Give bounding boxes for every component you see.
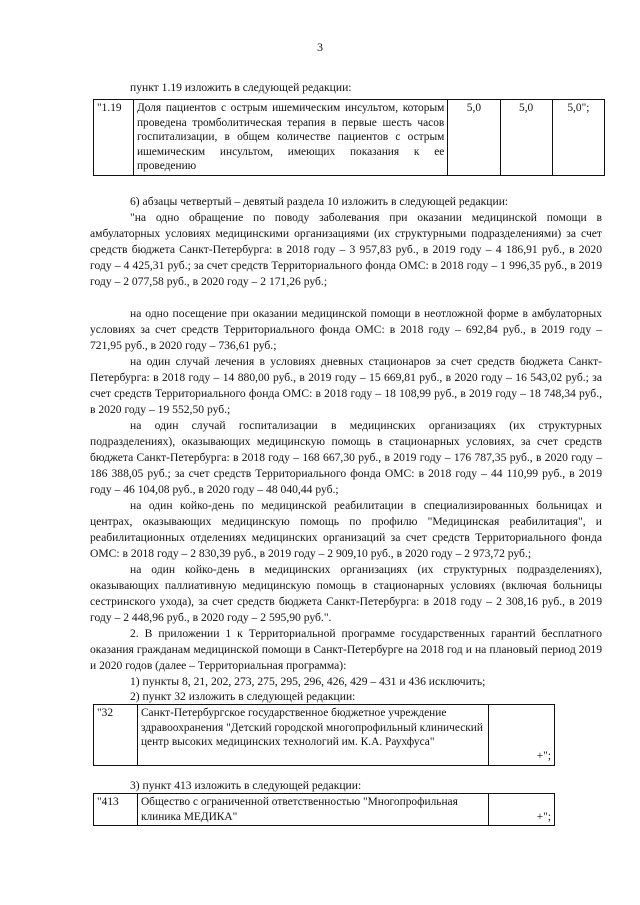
row-number: "413	[94, 794, 138, 826]
value-2020: 5,0";	[552, 100, 604, 176]
table-row	[94, 794, 555, 826]
value-2019: 5,0	[500, 100, 552, 176]
paragraph-visit-disease: "на одно обращение по поводу заболевания при оказании медицинской помощи в амбулаторных условиях медицинскими организациями (их структурными подразделениями) за счет средств бюджета Санкт-Петербурга: в 2018 году – 3 957,83 руб., в 2019 году – 4 186,91 руб., в 2020 году – 4 425,31 руб.; за счет средств Территориального фонда ОМС: в 2018 году – 1 996,35 руб., в 2019 году – 2 077,58 руб., в 2020 году – 2 171,26 руб.;	[90, 211, 602, 288]
item-2: 2) пункт 32 изложить в следующей редакции:	[130, 690, 356, 703]
row-number: "1.19	[94, 100, 134, 176]
value-2018: 5,0	[448, 100, 500, 176]
table-row	[94, 100, 605, 176]
intro-point-1-19: пункт 1.19 изложить в следующей редакции:	[130, 81, 352, 94]
item-3: 3) пункт 413 изложить в следующей редакции:	[130, 779, 362, 792]
row-number: "32	[94, 705, 138, 766]
item-b-heading: 6) абзацы четвертый – девятый раздела 10 изложить в следующей редакции:	[130, 195, 509, 208]
item-1: 1) пункты 8, 21, 202, 273, 275, 295, 296, 426, 429 – 431 и 436 исключить;	[130, 675, 486, 688]
paragraph-palliative: на один койко-день в медицинских организациях (их структурных подразделениях), оказывающих паллиативную медицинскую помощь в стационарных условиях (включая больницы сестринского ухода), за счет средств бюджета Санкт-Петербурга: в 2018 году – 2 308,16 руб., в 2019 году – 2 448,96 руб., в 2020 году – 2 595,90 руб.".	[90, 563, 602, 624]
mark-cell: +";	[488, 794, 554, 826]
paragraph-urgent-visit: на одно посещение при оказании медицинской помощи в неотложной форме в амбулаторных условиях за счет средств Территориального фонда ОМС: в 2018 году – 692,84 руб., в 2019 году – 721,95 руб., в 2020 году – 736,61 руб.;	[90, 307, 602, 352]
paragraph-rehabilitation: на один койко-день по медицинской реабилитации в специализированных больницах и центрах, оказывающих медицинскую помощь по профилю "Медицинская реабилитация", и реабилитационных отделениях медицинских организаций за счет средств Территориального фонда ОМС: в 2018 году – 2 830,39 руб., в 2019 году – 2 909,10 руб., в 2020 году – 2 973,72 руб.;	[90, 499, 602, 560]
page-number: 3	[317, 40, 323, 54]
paragraph-hospitalization: на один случай госпитализации в медицинских организациях (их структурных подразделениях), оказывающих медицинскую помощь в стационарных условиях, за счет средств бюджета Санкт-Петербурга: в 2018 году – 168 667,30 руб., в 2019 году – 176 787,35 руб., в 2020 году – 186 388,05 руб.; за счет средств Территориального фонда ОМС: в 2018 году – 44 110,99 руб., в 2019 году – 46 104,08 руб., в 2020 году – 48 040,44 руб.;	[90, 419, 602, 496]
table-point-413	[93, 793, 555, 826]
organization-name: Санкт-Петербургское государственное бюджетное учреждение здравоохранения "Детский городской многопрофильный клинический центр высоких медицинских технологий им. К.А. Раухфуса"	[137, 705, 488, 766]
organization-name: Общество с ограниченной ответственностью "Многопрофильная клиника МЕДИКА"	[137, 794, 488, 826]
paragraph-day-hospital: на один случай лечения в условиях дневных стационаров за счет средств бюджета Санкт-Петербурга: в 2018 году – 14 880,00 руб., в 2019 году – 15 669,81 руб., в 2020 году – 16 543,02 руб.; за счет средств Территориального фонда ОМС: в 2018 году – 18 108,99 руб., в 2019 году – 18 748,34 руб., в 2020 году – 19 552,50 руб.;	[90, 355, 602, 416]
paragraph-appendix-1: 2. В приложении 1 к Территориальной программе государственных гарантий бесплатного оказания гражданам медицинской помощи в Санкт-Петербурге на 2018 год и на плановый период 2019 и 2020 годов (далее – Территориальная программа):	[90, 627, 602, 672]
mark-cell: +";	[488, 705, 554, 766]
table-point-32	[93, 704, 555, 766]
table-point-1-19	[93, 99, 605, 176]
table-row	[94, 705, 555, 766]
indicator-text: Доля пациентов с острым ишемическим инсультом, которым проведена тромболитическая терапия в первые шесть часов госпитализации, в общем количестве пациентов с острым ишемическим инсультом, имеющих показания к ее проведению	[133, 100, 447, 176]
